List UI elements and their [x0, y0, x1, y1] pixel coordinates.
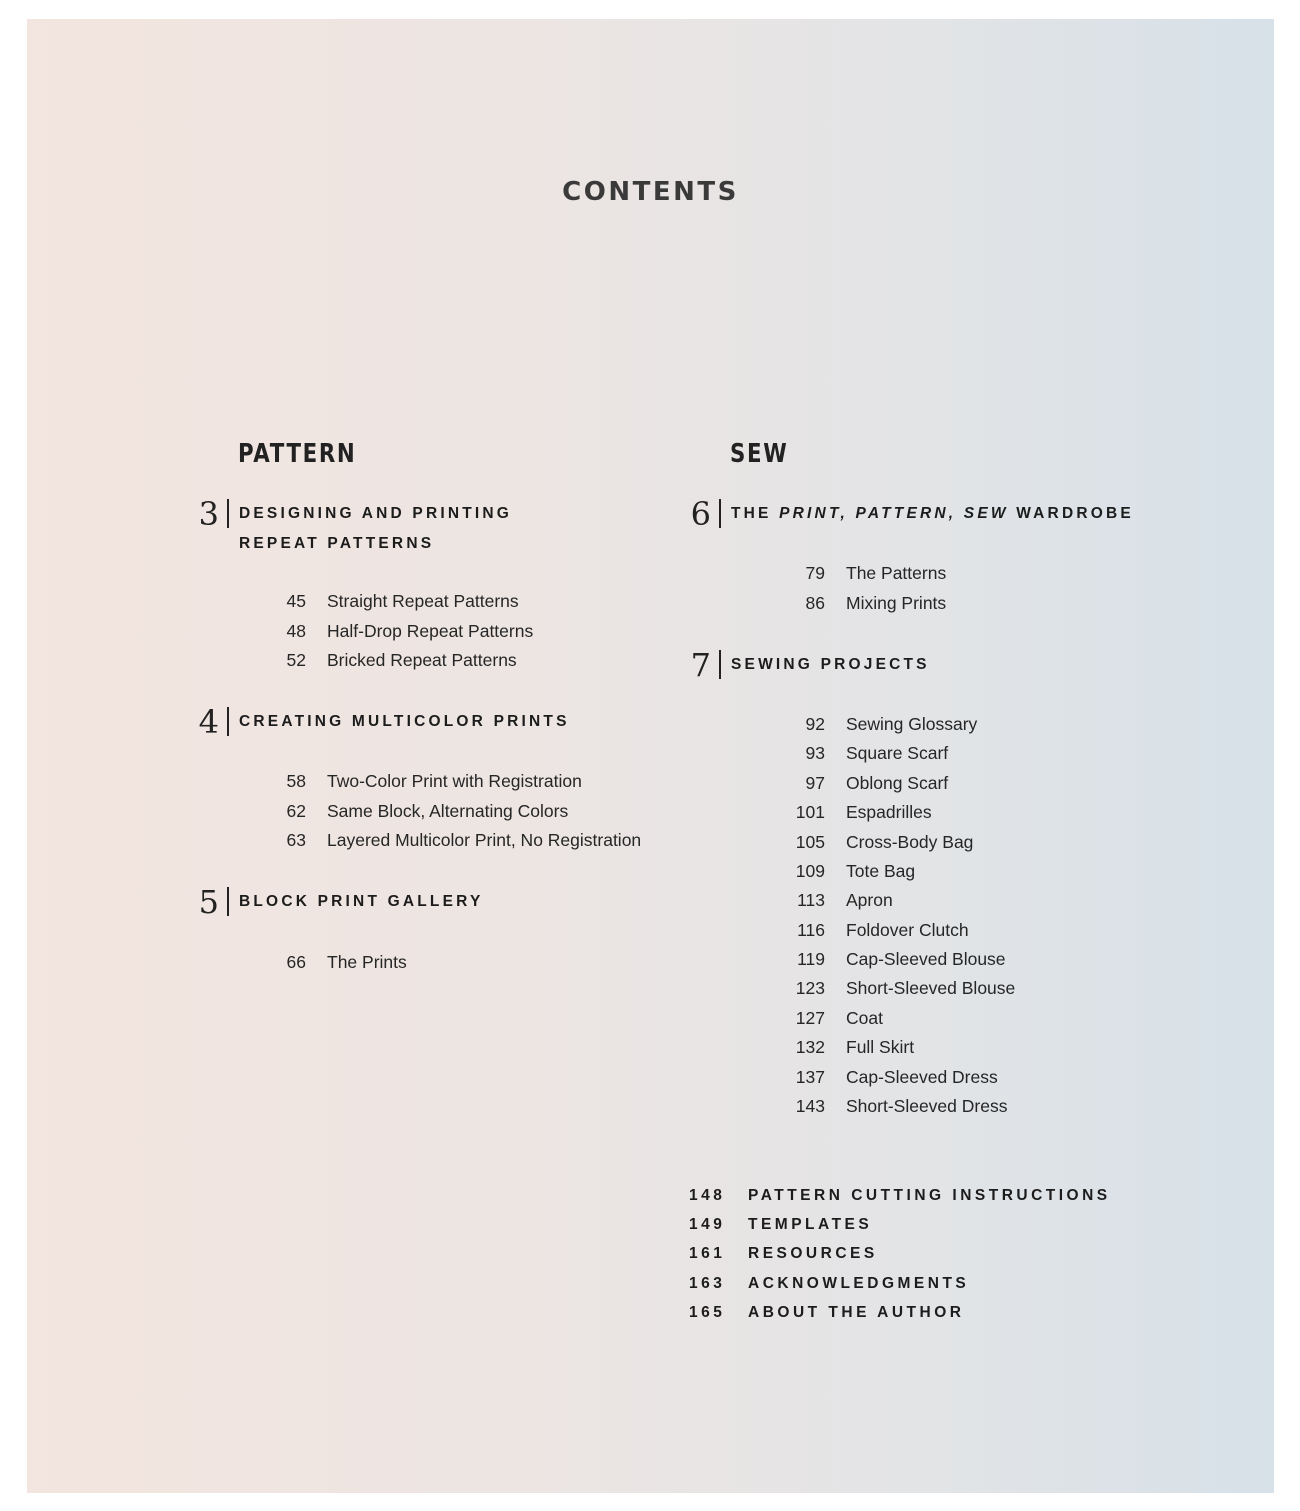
backmatter-title: ABOUT THE AUTHOR — [748, 1304, 965, 1322]
entry-title: Layered Multicolor Print, No Registration — [327, 830, 642, 851]
chapter-5[interactable] — [197, 883, 717, 922]
backmatter-title: RESOURCES — [748, 1245, 878, 1263]
toc-entry[interactable] — [689, 769, 1249, 798]
chapter-6-entries — [689, 559, 1249, 618]
toc-entry[interactable] — [197, 616, 717, 645]
entry-title: Tote Bag — [846, 860, 916, 881]
entry-page-number: 143 — [795, 1096, 825, 1117]
entry-page-number: 101 — [795, 802, 825, 823]
toc-entry[interactable] — [689, 827, 1249, 856]
chapter-number: 5 — [198, 883, 219, 922]
entry-title: Cross-Body Bag — [846, 831, 974, 852]
toc-entry[interactable] — [689, 1033, 1249, 1062]
backmatter-page-number: 148 — [689, 1186, 726, 1204]
pattern-column — [197, 439, 717, 977]
entry-page-number: 86 — [805, 592, 825, 613]
backmatter-entry[interactable] — [689, 1299, 1111, 1328]
toc-entry[interactable] — [689, 974, 1249, 1003]
chapter-title: CREATING MULTICOLOR PRINTS — [239, 713, 570, 731]
chapter-title: DESIGNING AND PRINTING REPEAT PATTERNS — [239, 505, 513, 552]
entry-page-number: 63 — [286, 830, 306, 851]
toc-entry[interactable] — [689, 916, 1249, 945]
toc-entry[interactable] — [197, 797, 717, 826]
backmatter-title: TEMPLATES — [748, 1216, 873, 1234]
entry-page-number: 58 — [286, 771, 306, 792]
entry-title: Cap-Sleeved Dress — [846, 1066, 998, 1087]
chapter-title-italic: PRINT, PATTERN, SEW — [779, 505, 1009, 522]
entry-page-number: 92 — [805, 713, 825, 734]
entry-page-number: 105 — [795, 831, 825, 852]
contents-page — [27, 19, 1274, 1493]
entry-title: Coat — [846, 1007, 883, 1028]
toc-entry[interactable] — [197, 646, 717, 675]
entry-title: The Patterns — [846, 563, 947, 584]
entry-title: Two-Color Print with Registration — [327, 771, 582, 792]
chapter-title: BLOCK PRINT GALLERY — [239, 893, 484, 911]
entry-title: Oblong Scarf — [846, 772, 949, 793]
toc-entry[interactable] — [689, 710, 1249, 739]
toc-entry[interactable] — [689, 886, 1249, 915]
chapter-title-part: WARDROBE — [1008, 505, 1134, 522]
entry-page-number: 109 — [795, 860, 825, 881]
entry-title: Square Scarf — [846, 743, 949, 764]
part-heading-pattern: PATTERN — [238, 439, 357, 469]
toc-entry[interactable] — [689, 1062, 1249, 1091]
toc-entry[interactable] — [197, 767, 717, 796]
chapter-7[interactable] — [689, 645, 1249, 684]
backmatter-entry[interactable] — [689, 1240, 1111, 1269]
entry-title: Apron — [846, 890, 893, 911]
chapter-number: 6 — [690, 495, 711, 533]
toc-entry[interactable] — [689, 857, 1249, 886]
backmatter-entry[interactable] — [689, 1210, 1111, 1239]
part-heading-sew: SEW — [730, 439, 789, 469]
toc-entry[interactable] — [197, 947, 717, 976]
entry-page-number: 116 — [797, 919, 825, 940]
toc-entry[interactable] — [197, 826, 717, 855]
backmatter-page-number: 165 — [689, 1304, 726, 1322]
chapter-number: 3 — [198, 495, 219, 533]
chapter-4-entries — [197, 767, 717, 855]
backmatter-title: ACKNOWLEDGMENTS — [748, 1274, 970, 1292]
entry-title: Espadrilles — [846, 802, 932, 823]
toc-entry[interactable] — [197, 587, 717, 616]
sew-column — [689, 439, 1249, 1121]
toc-entry[interactable] — [689, 945, 1249, 974]
entry-page-number: 79 — [805, 563, 825, 584]
entry-page-number: 66 — [286, 951, 306, 972]
chapter-number: 7 — [690, 645, 711, 684]
entry-title: The Prints — [327, 951, 407, 972]
chapter-divider — [227, 887, 229, 916]
entry-title: Straight Repeat Patterns — [327, 591, 519, 612]
toc-entry[interactable] — [689, 1004, 1249, 1033]
entry-title: Cap-Sleeved Blouse — [846, 949, 1006, 970]
entry-page-number: 137 — [795, 1066, 825, 1087]
entry-page-number: 123 — [795, 978, 825, 999]
entry-title: Short-Sleeved Dress — [846, 1096, 1008, 1117]
entry-page-number: 45 — [286, 591, 306, 612]
entry-title: Bricked Repeat Patterns — [327, 649, 517, 670]
chapter-divider — [227, 499, 229, 528]
chapter-divider — [227, 707, 229, 736]
backmatter-list — [689, 1181, 1111, 1328]
toc-entry[interactable] — [689, 559, 1249, 588]
backmatter-page-number: 149 — [689, 1216, 726, 1234]
toc-entry[interactable] — [689, 739, 1249, 768]
chapter-3-entries — [197, 587, 717, 675]
chapter-4[interactable] — [197, 703, 717, 742]
backmatter-entry[interactable] — [689, 1181, 1111, 1210]
chapter-6[interactable] — [689, 497, 1249, 531]
entry-page-number: 52 — [286, 649, 306, 670]
entry-title: Sewing Glossary — [846, 713, 978, 734]
entry-page-number: 93 — [805, 743, 825, 764]
toc-entry[interactable] — [689, 588, 1249, 617]
backmatter-title: PATTERN CUTTING INSTRUCTIONS — [748, 1186, 1111, 1204]
entry-page-number: 119 — [797, 949, 825, 970]
entry-title: Short-Sleeved Blouse — [846, 978, 1016, 999]
chapter-5-entries — [197, 947, 717, 976]
entry-page-number: 97 — [805, 772, 825, 793]
backmatter-page-number: 163 — [689, 1274, 726, 1292]
toc-entry[interactable] — [689, 1092, 1249, 1121]
entry-page-number: 132 — [795, 1037, 825, 1058]
chapter-title: SEWING PROJECTS — [731, 655, 930, 673]
entry-title: Same Block, Alternating Colors — [327, 800, 569, 821]
entry-title: Mixing Prints — [846, 592, 947, 613]
entry-title: Half-Drop Repeat Patterns — [327, 620, 534, 641]
entry-page-number: 127 — [795, 1007, 825, 1028]
entry-page-number: 113 — [797, 890, 825, 911]
chapter-3[interactable] — [197, 497, 717, 559]
entry-title: Foldover Clutch — [846, 919, 969, 940]
backmatter-entry[interactable] — [689, 1269, 1111, 1298]
chapter-title-part: THE — [731, 505, 780, 522]
chapter-number: 4 — [198, 703, 219, 742]
chapter-7-entries — [689, 710, 1249, 1121]
entry-page-number: 48 — [286, 620, 306, 641]
backmatter-page-number: 161 — [689, 1245, 726, 1263]
page-title: CONTENTS — [562, 177, 739, 207]
entry-title: Full Skirt — [846, 1037, 915, 1058]
toc-entry[interactable] — [689, 798, 1249, 827]
chapter-title — [731, 497, 1134, 529]
entry-page-number: 62 — [286, 800, 306, 821]
chapter-divider — [719, 650, 721, 679]
chapter-divider — [719, 499, 721, 528]
